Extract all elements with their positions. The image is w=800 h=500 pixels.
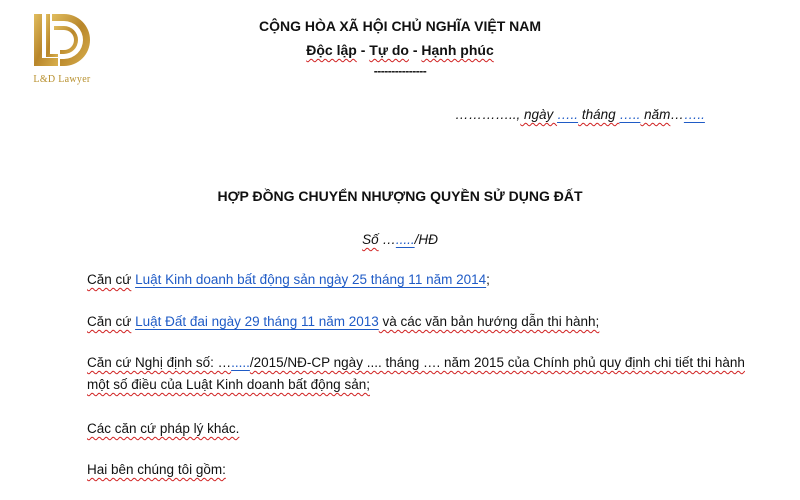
- year-label: năm: [640, 107, 671, 122]
- basis-suffix: và các văn bản hướng dẫn thi hành;: [378, 314, 600, 329]
- number-suffix: /HĐ: [414, 232, 438, 247]
- number-label: Số: [362, 232, 379, 247]
- decree-number-blank[interactable]: .....: [231, 355, 250, 370]
- nation-header: CỘNG HÒA XÃ HỘI CHỦ NGHĨA VIỆT NAM: [258, 18, 542, 34]
- law-link-real-estate[interactable]: Luật Kinh doanh bất động sản ngày 25 tháng 11 năm 2014: [135, 272, 487, 287]
- day-label: ngày: [520, 107, 558, 122]
- basis-prefix: Căn cứ: [87, 272, 132, 287]
- parties-intro: [87, 459, 747, 481]
- legal-basis-other: [87, 418, 747, 440]
- parties-intro-text: Hai bên chúng tôi gồm:: [87, 462, 226, 477]
- basis-rest: /2015/NĐ-CP ngày .... tháng …. năm 2015 của Chính phủ quy định chi tiết thi hành một số điều của Luật Kinh doanh bất động sản;: [87, 355, 745, 392]
- separator-line: ---------------: [373, 64, 427, 78]
- day-blank[interactable]: …..: [557, 107, 579, 122]
- motto-part: Hạnh phúc: [421, 42, 494, 58]
- number-blank[interactable]: .....: [395, 232, 415, 247]
- legal-basis-2: [87, 311, 747, 333]
- motto-sep: -: [408, 42, 422, 58]
- legal-basis-1: [87, 269, 747, 291]
- basis-suffix: ;: [486, 272, 490, 287]
- motto-part: Tự do: [369, 42, 409, 58]
- logo-text: L&D Lawyer: [33, 74, 91, 85]
- year-blank[interactable]: …..: [683, 107, 705, 122]
- other-basis-text: Các căn cứ pháp lý khác.: [87, 421, 240, 436]
- basis-prefix: Căn cứ: [87, 314, 132, 329]
- number-dots: …: [378, 232, 396, 247]
- motto-part: Độc lập: [306, 42, 357, 58]
- month-label: tháng: [578, 107, 620, 122]
- basis-prefix: Căn cứ Nghị định số: …: [87, 355, 232, 370]
- motto-sep: -: [356, 42, 370, 58]
- document-title: HỢP ĐỒNG CHUYỂN NHƯỢNG QUYỀN SỬ DỤNG ĐẤT: [217, 188, 583, 204]
- date-line: [455, 107, 705, 122]
- year-dots: …: [670, 107, 684, 122]
- month-blank[interactable]: …..: [619, 107, 641, 122]
- motto: [0, 42, 800, 58]
- legal-basis-3: [87, 352, 747, 396]
- contract-number: [0, 232, 800, 247]
- place-blank: …………..,: [455, 107, 521, 122]
- law-link-land[interactable]: Luật Đất đai ngày 29 tháng 11 năm 2013: [135, 314, 379, 329]
